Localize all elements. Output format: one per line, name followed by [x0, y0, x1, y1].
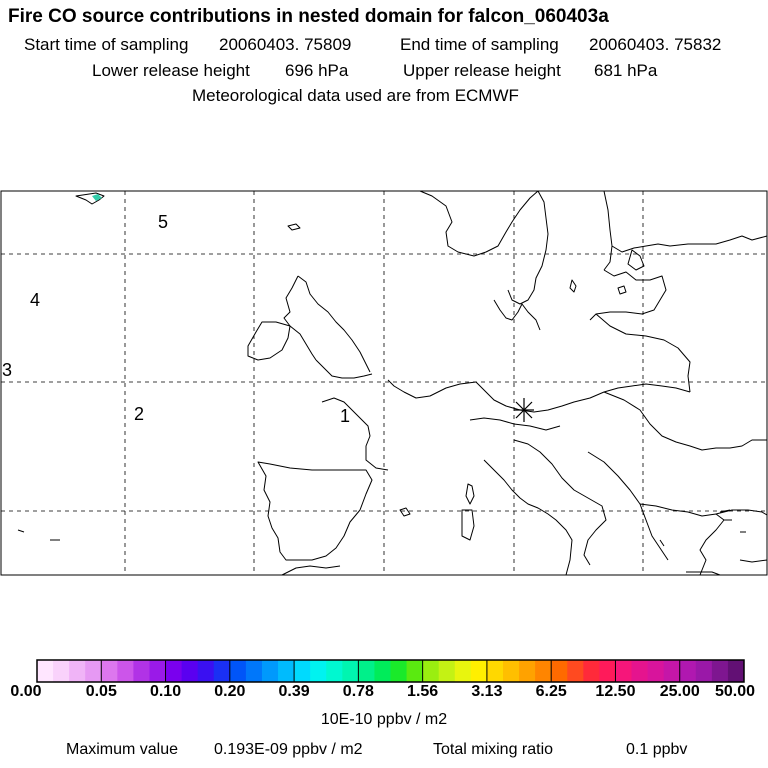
colorbar-tick-label: 25.00 — [659, 683, 700, 700]
total-mixing-label: Total mixing ratio — [433, 741, 554, 758]
start-time-label: Start time of sampling — [24, 35, 189, 54]
colorbar-cell — [133, 660, 150, 682]
colorbar-cell — [519, 660, 536, 682]
colorbar-cell — [551, 660, 568, 682]
colorbar-cell — [391, 660, 408, 682]
map-marker: 1 — [340, 406, 351, 426]
colorbar-cell — [423, 660, 440, 682]
met-data-line: Meteorological data used are from ECMWF — [192, 86, 519, 105]
colorbar-tick-label: 0.78 — [342, 683, 374, 700]
colorbar-cells — [37, 660, 745, 682]
colorbar-cell — [166, 660, 183, 682]
start-time-value: 20060403. 75809 — [219, 35, 352, 54]
colorbar-cell — [648, 660, 665, 682]
colorbar-cell — [358, 660, 375, 682]
colorbar-tick-label: 0.39 — [278, 683, 310, 700]
colorbar-tick-label: 1.56 — [407, 683, 439, 700]
colorbar — [0, 650, 768, 686]
map-title: Fire CO source contributions in nested domain for falcon_060403a — [8, 6, 609, 27]
colorbar-cell — [471, 660, 488, 682]
upper-release-value: 681 hPa — [594, 61, 658, 80]
colorbar-cell — [374, 660, 391, 682]
colorbar-cell — [439, 660, 456, 682]
colorbar-cell — [728, 660, 745, 682]
max-value: 0.193E-09 ppbv / m2 — [214, 741, 363, 758]
colorbar-cell — [278, 660, 295, 682]
colorbar-cell — [182, 660, 199, 682]
colorbar-cell — [149, 660, 166, 682]
colorbar-tick-label: 50.00 — [714, 683, 756, 700]
colorbar-cell — [455, 660, 472, 682]
colorbar-cell — [53, 660, 70, 682]
colorbar-cell — [583, 660, 600, 682]
colorbar-cell — [487, 660, 504, 682]
map-marker: 4 — [30, 290, 41, 310]
colorbar-cell — [101, 660, 118, 682]
colorbar-cell — [615, 660, 632, 682]
colorbar-tick-label: 0.20 — [214, 683, 246, 700]
colorbar-cell — [664, 660, 681, 682]
max-value-label: Maximum value — [66, 741, 179, 758]
colorbar-cell — [567, 660, 584, 682]
colorbar-cell — [599, 660, 616, 682]
colorbar-cell — [214, 660, 231, 682]
colorbar-unit: 10E-10 ppbv / m2 — [320, 711, 448, 728]
total-mixing-value: 0.1 ppbv — [626, 741, 688, 758]
colorbar-tick-label: 0.00 — [10, 683, 42, 700]
colorbar-cell — [310, 660, 327, 682]
colorbar-tick-label: 0.05 — [85, 683, 117, 700]
lower-release-value: 696 hPa — [285, 61, 349, 80]
colorbar-cell — [632, 660, 649, 682]
colorbar-tick-label: 6.25 — [535, 683, 567, 700]
colorbar-cell — [85, 660, 102, 682]
colorbar-cell — [342, 660, 359, 682]
colorbar-cell — [246, 660, 263, 682]
lower-release-label: Lower release height — [92, 61, 250, 80]
colorbar-cell — [117, 660, 134, 682]
end-time-value: 20060403. 75832 — [589, 35, 722, 54]
colorbar-cell — [198, 660, 215, 682]
colorbar-cell — [535, 660, 552, 682]
europe-map — [0, 190, 768, 580]
map-marker: 5 — [158, 212, 169, 232]
colorbar-cell — [37, 660, 54, 682]
colorbar-tick-label: 0.10 — [149, 683, 182, 700]
map-marker: 2 — [134, 404, 145, 424]
colorbar-cell — [69, 660, 86, 682]
colorbar-tick-label: 12.50 — [595, 683, 636, 700]
colorbar-cell — [407, 660, 424, 682]
colorbar-cell — [680, 660, 697, 682]
colorbar-cell — [230, 660, 247, 682]
map-marker: 3 — [2, 360, 13, 380]
end-time-label: End time of sampling — [400, 35, 559, 54]
colorbar-cell — [262, 660, 279, 682]
colorbar-cell — [326, 660, 343, 682]
colorbar-cell — [503, 660, 520, 682]
colorbar-cell — [294, 660, 311, 682]
colorbar-cell — [696, 660, 713, 682]
upper-release-label: Upper release height — [403, 61, 561, 80]
colorbar-tick-label: 3.13 — [471, 683, 503, 700]
colorbar-cell — [712, 660, 729, 682]
